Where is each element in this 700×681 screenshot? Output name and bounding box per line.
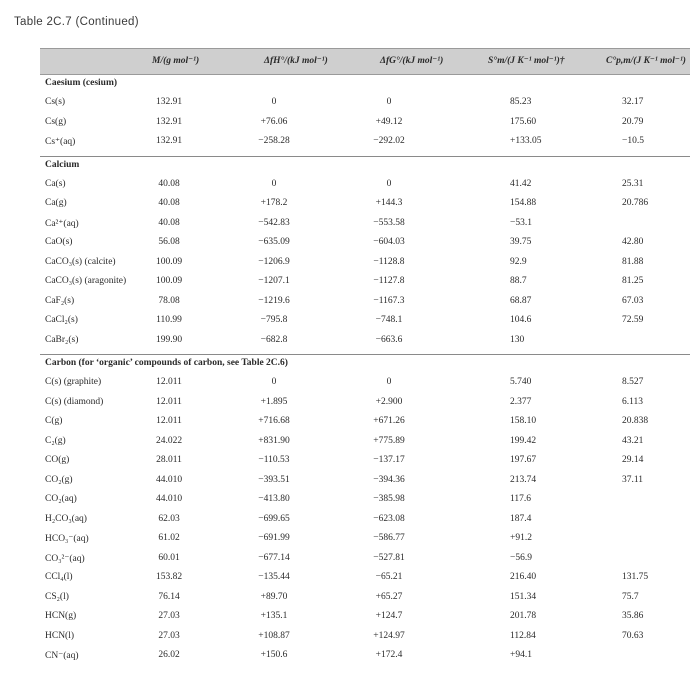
cell-molar-mass: 12.011 [156,377,182,387]
cell-substance: CO₂(aq) [45,494,77,504]
group-heading [40,354,690,373]
cell-substance: Ca²⁺(aq) [45,218,79,229]
cell-enthalpy: −682.8 [260,334,288,345]
table-row [40,568,690,588]
table-row [40,331,690,351]
cell-entropy: −53.1 [510,217,532,228]
header-enthalpy: ΔfH°/(kJ mol⁻¹) [264,56,328,66]
cell-substance: H₂CO₃(aq) [45,513,87,524]
cell-entropy: 5.740 [510,377,532,387]
table-row [40,432,690,452]
table-row [40,490,690,510]
table-row [40,233,690,253]
cell-molar-mass: 132.91 [155,136,183,146]
cell-enthalpy: +716.68 [258,416,290,426]
cell-entropy: 41.42 [510,178,532,189]
cell-molar-mass: 132.91 [155,116,183,127]
cell-heat-capacity: 20.838 [622,416,649,426]
cell-molar-mass: 44.010 [155,474,183,485]
cell-substance: CO(g) [45,455,70,465]
cell-entropy: 201.78 [510,611,537,621]
cell-heat-capacity: 35.86 [622,611,644,621]
cell-molar-mass: 44.010 [155,494,183,504]
table-row [40,132,690,152]
cell-enthalpy: 0 [271,178,277,189]
cell-heat-capacity: 70.63 [622,630,644,641]
cell-substance: CaO(s) [45,237,73,247]
cell-entropy: +91.2 [510,533,532,543]
cell-heat-capacity: 43.21 [622,435,644,446]
cell-molar-mass: 61.02 [158,533,180,543]
cell-entropy: 130 [510,334,525,345]
cell-entropy: 88.7 [510,276,527,286]
table-caption: Table 2C.7 (Continued) [14,16,139,28]
table-row [40,412,690,432]
cell-enthalpy: −691.99 [258,533,290,543]
cell-substance: C₂(g) [45,435,66,446]
cell-enthalpy: +135.1 [260,611,288,621]
table-header [40,48,690,75]
cell-molar-mass: 199.90 [155,334,183,345]
cell-substance: Ca(s) [45,178,66,189]
cell-molar-mass: 110.99 [156,315,182,325]
table-row [40,175,690,195]
cell-gibbs: +124.97 [373,630,405,641]
cell-entropy: +94.1 [510,650,532,660]
table-row [40,214,690,234]
cell-heat-capacity: 29.14 [622,455,644,465]
cell-substance: Cs(g) [45,116,67,127]
cell-molar-mass: 24.022 [155,435,183,446]
table-row [40,93,690,113]
cell-substance: HCN(g) [45,611,77,621]
table-body [40,75,690,666]
cell-molar-mass: 100.09 [155,256,183,267]
table-row [40,510,690,530]
cell-heat-capacity: 6.113 [622,396,644,407]
cell-entropy: 197.67 [510,455,537,465]
cell-enthalpy: −413.80 [258,494,290,504]
cell-substance: HCO₃⁻(aq) [45,534,89,544]
cell-heat-capacity: 20.786 [622,198,649,208]
cell-enthalpy: +89.70 [260,591,288,602]
cell-gibbs: −1167.3 [373,295,405,306]
cell-gibbs: +49.12 [375,116,403,127]
cell-gibbs: −748.1 [375,315,403,325]
cell-heat-capacity: 25.31 [622,178,644,189]
cell-gibbs: −663.6 [375,334,403,345]
cell-gibbs: −527.81 [373,552,405,563]
cell-substance: CN⁻(aq) [45,651,79,661]
cell-enthalpy: −542.83 [258,217,290,228]
cell-entropy: 158.10 [510,416,537,426]
cell-molar-mass: 62.03 [158,513,180,524]
cell-molar-mass: 76.14 [158,591,180,602]
cell-substance: CaCO₃(s) (aragonite) [45,276,127,286]
cell-heat-capacity: −10.5 [622,136,644,146]
cell-enthalpy: −135.44 [258,572,290,582]
cell-heat-capacity: 42.80 [622,237,644,247]
cell-enthalpy: −110.53 [258,455,290,465]
table-row [40,471,690,491]
cell-substance: Cs⁺(aq) [45,137,76,147]
cell-gibbs: −394.36 [373,474,405,485]
cell-enthalpy: 0 [271,97,277,107]
cell-substance: CO₂(g) [45,474,73,485]
cell-gibbs: +65.27 [375,591,403,602]
cell-heat-capacity: 32.17 [622,97,644,107]
cell-entropy: 151.34 [510,591,537,602]
cell-entropy: 199.42 [510,435,537,446]
cell-entropy: 39.75 [510,237,532,247]
cell-gibbs: −292.02 [373,136,405,146]
cell-molar-mass: 40.08 [158,198,180,208]
header-entropy: S°m/(J K⁻¹ mol⁻¹)† [488,56,565,66]
cell-entropy: 2.377 [510,396,532,407]
cell-enthalpy: −393.51 [258,474,290,485]
header-gibbs: ΔfG°/(kJ mol⁻¹) [380,56,444,66]
cell-enthalpy: +108.87 [258,630,290,641]
cell-entropy: 187.4 [510,513,532,524]
cell-heat-capacity: 81.25 [622,276,644,286]
cell-gibbs: −604.03 [373,237,405,247]
cell-molar-mass: 27.03 [158,630,180,641]
cell-enthalpy: +150.6 [260,650,288,660]
cell-entropy: 175.60 [510,116,537,127]
cell-enthalpy: −258.28 [258,136,290,146]
cell-molar-mass: 40.08 [158,217,180,228]
cell-gibbs: +172.4 [375,650,403,660]
table-row [40,607,690,627]
cell-molar-mass: 26.02 [158,650,180,660]
cell-entropy: 213.74 [510,474,537,485]
cell-entropy: 68.87 [510,295,532,306]
thermo-table [40,48,690,666]
group-title: Calcium [45,159,80,170]
cell-substance: Ca(g) [45,198,67,208]
cell-substance: C(g) [45,416,63,426]
cell-gibbs: +775.89 [373,435,405,446]
cell-substance: CaF₂(s) [45,295,75,306]
cell-enthalpy: −635.09 [258,237,290,247]
cell-entropy: +133.05 [510,136,542,146]
cell-molar-mass: 12.011 [156,396,182,407]
group-heading [40,75,690,93]
cell-molar-mass: 153.82 [155,572,183,582]
cell-gibbs: −1128.8 [373,256,405,267]
cell-gibbs: +671.26 [373,416,405,426]
cell-heat-capacity: 8.527 [622,377,644,387]
cell-molar-mass: 100.09 [155,276,183,286]
table-row [40,311,690,331]
header-heat-capacity: C°p,m/(J K⁻¹ mol⁻¹) [606,56,686,66]
cell-substance: CaCO₃(s) (calcite) [45,256,116,267]
cell-substance: CO₃²⁻(aq) [45,553,85,564]
cell-gibbs: 0 [386,97,392,107]
cell-enthalpy: −699.65 [258,513,290,524]
cell-molar-mass: 12.011 [156,416,182,426]
cell-enthalpy: +831.90 [258,435,290,446]
cell-molar-mass: 28.011 [156,455,182,465]
cell-molar-mass: 132.91 [155,97,183,107]
header-molar-mass: M/(g mol⁻¹) [152,56,200,66]
cell-molar-mass: 56.08 [158,237,180,247]
cell-gibbs: −586.77 [373,533,405,543]
cell-gibbs: +124.7 [375,611,403,621]
cell-enthalpy: −1219.6 [258,295,290,306]
cell-entropy: 154.88 [510,198,537,208]
cell-substance: C(s) (diamond) [45,396,104,407]
cell-entropy: 104.6 [510,315,532,325]
cell-gibbs: +144.3 [375,198,403,208]
table-row [40,549,690,569]
table-row [40,272,690,292]
cell-enthalpy: +178.2 [260,198,288,208]
cell-heat-capacity: 75.7 [622,591,639,602]
cell-substance: CCl₄(l) [45,572,73,582]
cell-heat-capacity: 72.59 [622,315,644,325]
cell-gibbs: 0 [386,377,392,387]
cell-molar-mass: 60.01 [158,552,180,563]
cell-entropy: 117.6 [510,494,532,504]
table-row [40,292,690,312]
group-title: Caesium (cesium) [45,78,118,88]
cell-enthalpy: +1.895 [260,396,288,407]
table-row [40,529,690,549]
table-row [40,627,690,647]
cell-enthalpy: −1207.1 [258,276,290,286]
cell-entropy: 85.23 [510,97,532,107]
cell-entropy: 92.9 [510,256,527,267]
table-row [40,113,690,133]
cell-enthalpy: −677.14 [258,552,290,563]
table-row [40,646,690,666]
cell-molar-mass: 27.03 [158,611,180,621]
table-row [40,194,690,214]
cell-substance: CaCl₂(s) [45,315,78,325]
cell-enthalpy: 0 [271,377,277,387]
cell-substance: C(s) (graphite) [45,377,102,387]
cell-gibbs: −385.98 [373,494,405,504]
cell-substance: CS₂(l) [45,591,69,602]
cell-heat-capacity: 37.11 [622,474,644,485]
cell-substance: CaBr₂(s) [45,334,79,345]
cell-substance: HCN(l) [45,630,75,641]
cell-heat-capacity: 81.88 [622,256,644,267]
cell-molar-mass: 40.08 [158,178,180,189]
cell-entropy: 112.84 [510,630,536,641]
group-title: Carbon (for ‘organic’ compounds of carbon, see Table 2C.6) [45,358,288,368]
table-row [40,373,690,393]
cell-entropy: 216.40 [510,572,537,582]
cell-gibbs: −65.21 [375,572,403,582]
cell-gibbs: −1127.8 [373,276,405,286]
table-row [40,588,690,608]
cell-enthalpy: +76.06 [260,116,288,127]
cell-heat-capacity: 20.79 [622,116,644,127]
table-row [40,451,690,471]
group-heading [40,156,690,175]
cell-gibbs: 0 [386,178,392,189]
cell-heat-capacity: 67.03 [622,295,644,306]
table-row [40,393,690,413]
cell-gibbs: +2.900 [375,396,403,407]
table-row [40,253,690,273]
cell-enthalpy: −795.8 [260,315,288,325]
cell-enthalpy: −1206.9 [258,256,290,267]
cell-gibbs: −623.08 [373,513,405,524]
cell-molar-mass: 78.08 [158,295,180,306]
cell-heat-capacity: 131.75 [622,572,649,582]
cell-substance: Cs(s) [45,97,66,107]
cell-entropy: −56.9 [510,552,532,563]
cell-gibbs: −553.58 [373,217,405,228]
cell-gibbs: −137.17 [373,455,405,465]
